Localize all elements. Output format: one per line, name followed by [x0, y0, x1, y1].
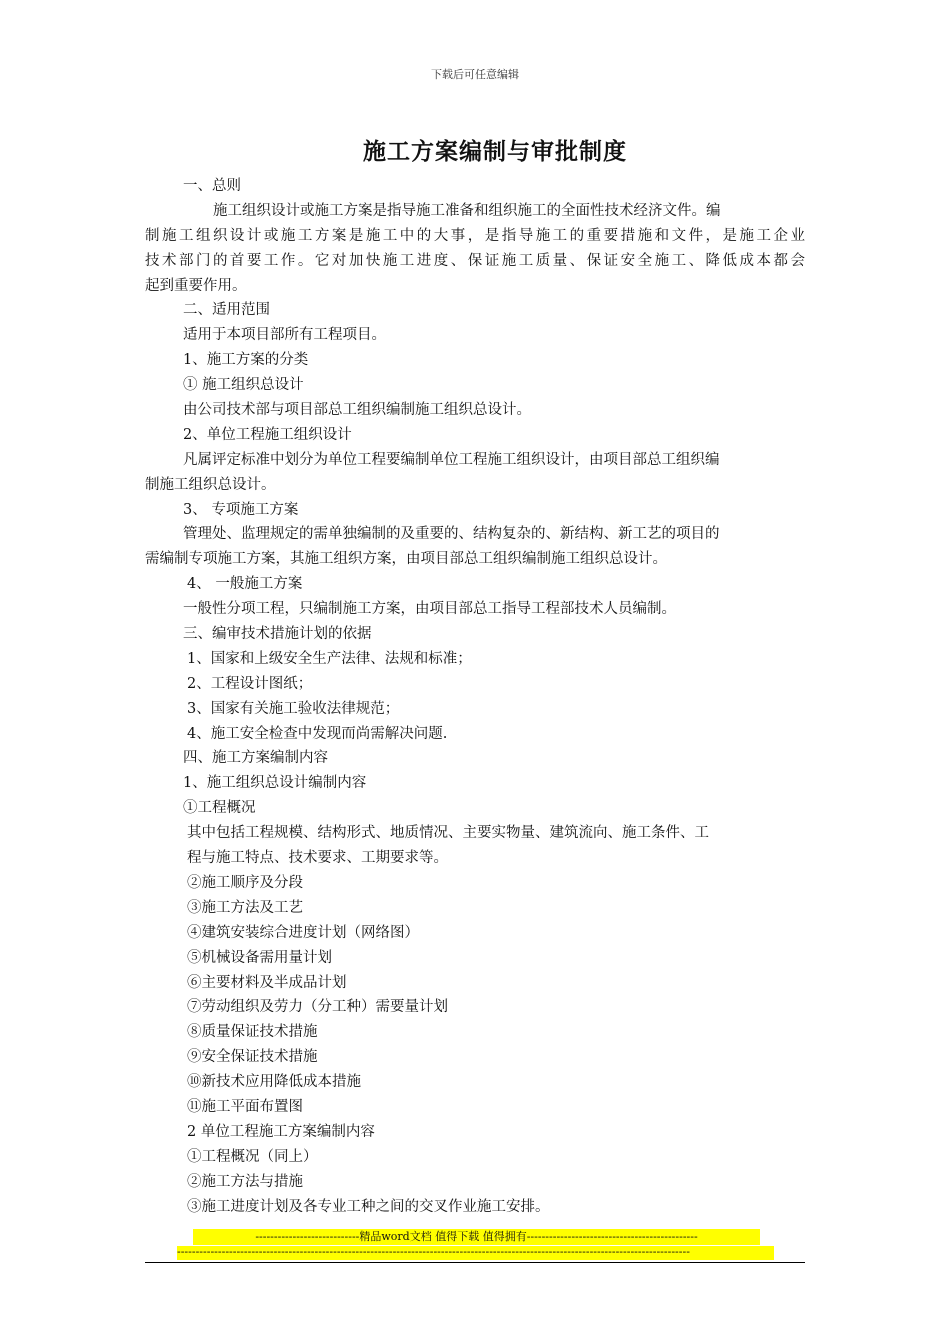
page-header: 下载后可任意编辑: [431, 68, 519, 81]
paragraph-line: 四、施工方案编制内容: [183, 750, 328, 767]
paragraph-line: ⑥主要材料及半成品计划: [187, 974, 347, 991]
paragraph-line: 三、编审技术措施计划的依据: [183, 626, 372, 643]
paragraph-line: 一般性分项工程，只编制施工方案，由项目部总工指导工程部技术人员编制。: [183, 601, 676, 618]
paragraph-line: ① 施工组织总设计: [183, 377, 304, 394]
paragraph-line: ②施工方法与措施: [187, 1173, 303, 1190]
paragraph-line: ⑩新技术应用降低成本措施: [187, 1074, 361, 1091]
paragraph-line: 需编制专项施工方案，其施工组织方案，由项目部总工组织编制施工组织总设计。: [145, 551, 667, 568]
paragraph-line: 2、工程设计图纸；: [187, 675, 313, 692]
paragraph-line: ③施工进度计划及各专业工种之间的交叉作业施工安排。: [187, 1198, 550, 1215]
paragraph-line: 管理处、监理规定的需单独编制的及重要的、结构复杂的、新结构、新工艺的项目的: [183, 526, 720, 543]
paragraph-line: ③施工方法及工艺: [187, 899, 303, 916]
paragraph-line: 4、施工安全检查中发现而尚需解决问题.: [187, 725, 448, 742]
footer-rule: [145, 1262, 805, 1263]
paragraph-line: 凡属评定标准中划分为单位工程要编制单位工程施工组织设计，由项目部总工组织编: [183, 451, 720, 468]
paragraph-line: ①工程概况: [183, 800, 256, 817]
paragraph-line: ⑧质量保证技术措施: [187, 1024, 318, 1041]
paragraph-line: ⑨安全保证技术措施: [187, 1049, 318, 1066]
paragraph-line: 1、国家和上级安全生产法律、法规和标准；: [187, 650, 472, 667]
paragraph-line: 制施工组织总设计。: [145, 476, 276, 493]
paragraph-line: ⑪施工平面布置图: [187, 1098, 303, 1115]
paragraph-line: 4、 一般施工方案: [187, 576, 303, 593]
paragraph-line: 1、施工组织总设计编制内容: [183, 775, 367, 792]
paragraph-line: 程与施工特点、技术要求、工期要求等。: [187, 850, 448, 867]
paragraph-line: 起到重要作用。: [145, 277, 247, 294]
document-title: 施工方案编制与审批制度: [363, 139, 627, 165]
paragraph-line: 由公司技术部与项目部总工组织编制施工组织总设计。: [183, 402, 531, 419]
paragraph-line: 适用于本项目部所有工程项目。: [183, 327, 386, 344]
paragraph-line: 3、 专项施工方案: [183, 501, 299, 518]
paragraph-line: ⑦劳动组织及劳力（分工种）需要量计划: [187, 999, 448, 1016]
paragraph-line: ①工程概况（同上）: [187, 1148, 318, 1165]
paragraph-line: ④建筑安装综合进度计划（网络图）: [187, 924, 419, 941]
paragraph-line: 二、适用范围: [183, 302, 270, 319]
footer-banner-line-1: ----------------------------精品word文档 值得下载 值得拥有----------------------------------------------: [193, 1229, 760, 1245]
paragraph-line: 2 单位工程施工方案编制内容: [187, 1123, 375, 1140]
footer-banner-line-2: ------------------------------------------------------------------------------------------------------------------------------------------: [177, 1246, 774, 1260]
paragraph-line: 1、施工方案的分类: [183, 352, 309, 369]
paragraph-line: 3、国家有关施工验收法律规范；: [187, 700, 400, 717]
paragraph-line: 施工组织设计或施工方案是指导施工准备和组织施工的全面性技术经济文件。编: [213, 202, 721, 219]
paragraph-line: 技术部门的首要工作。它对加快施工进度、保证施工质量、保证安全施工、降低成本都会: [145, 252, 805, 269]
paragraph-line: 一、总则: [183, 178, 241, 194]
paragraph-line: 其中包括工程规模、结构形式、地质情况、主要实物量、建筑流向、施工条件、工: [187, 825, 709, 842]
paragraph-line: 2、单位工程施工组织设计: [183, 426, 352, 443]
paragraph-line: ②施工顺序及分段: [187, 874, 303, 891]
paragraph-line: 制施工组织设计或施工方案是施工中的大事，是指导施工的重要措施和文件，是施工企业: [145, 227, 805, 244]
paragraph-line: ⑤机械设备需用量计划: [187, 949, 332, 966]
document-body: [145, 174, 805, 1219]
